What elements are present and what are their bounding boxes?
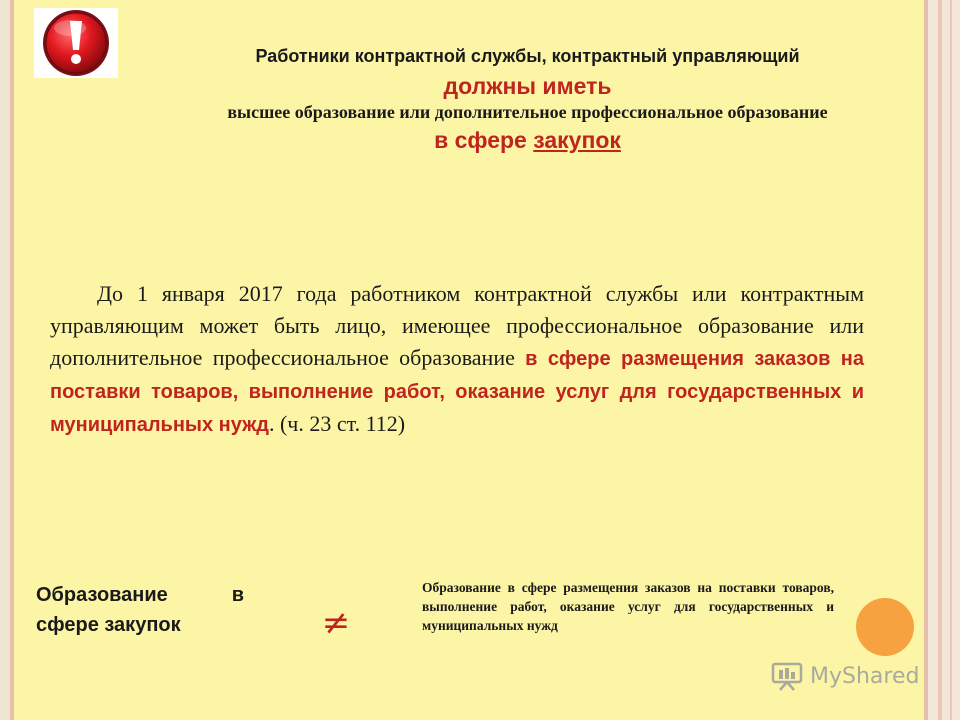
- paragraph-highlight: в сфере размещения заказов на поставки товаров, выполнение работ, оказание услуг для государственных и муниципальных нужд: [50, 348, 865, 436]
- title-line-4-underlined: закупок: [533, 127, 621, 153]
- presentation-icon: [770, 660, 804, 692]
- title-line-3: высшее образование или дополнительное профессиональное образование: [227, 102, 828, 122]
- paragraph-text-2: . (ч. 23 ст. 112): [268, 411, 406, 436]
- title-line-4: [110, 127, 945, 154]
- not-equal-symbol: ≠: [321, 603, 351, 643]
- title-block: [110, 40, 945, 154]
- title-line-2: должны иметь: [443, 73, 612, 99]
- warning-badge: [34, 8, 118, 78]
- watermark-text: MyShared: [810, 663, 920, 689]
- left-border-line: [10, 0, 14, 720]
- right-border-stripe-thin: [950, 0, 952, 720]
- watermark: [770, 656, 930, 696]
- title-line-4-prefix: в сфере: [434, 127, 534, 153]
- comparison-left: Образование в сфере закупок: [36, 584, 244, 636]
- title-line-1: Работники контрактной службы, контрактный управляющий: [255, 46, 800, 66]
- main-paragraph: [50, 278, 864, 441]
- comparison-right: Образование в сфере размещения заказов на поставки товаров, выполнение работ, оказание услуг для государственных и муниципальных нужд: [422, 580, 834, 633]
- left-border: [0, 0, 10, 720]
- paragraph-text-1: До 1 января 2017 года работником контрактной службы или контрактным управляющим может быть лицо, имеющее профессиональное образование или дополнительное профессиональное образование: [50, 281, 864, 370]
- decorative-circle: [856, 598, 914, 656]
- exclamation-icon: [34, 8, 118, 78]
